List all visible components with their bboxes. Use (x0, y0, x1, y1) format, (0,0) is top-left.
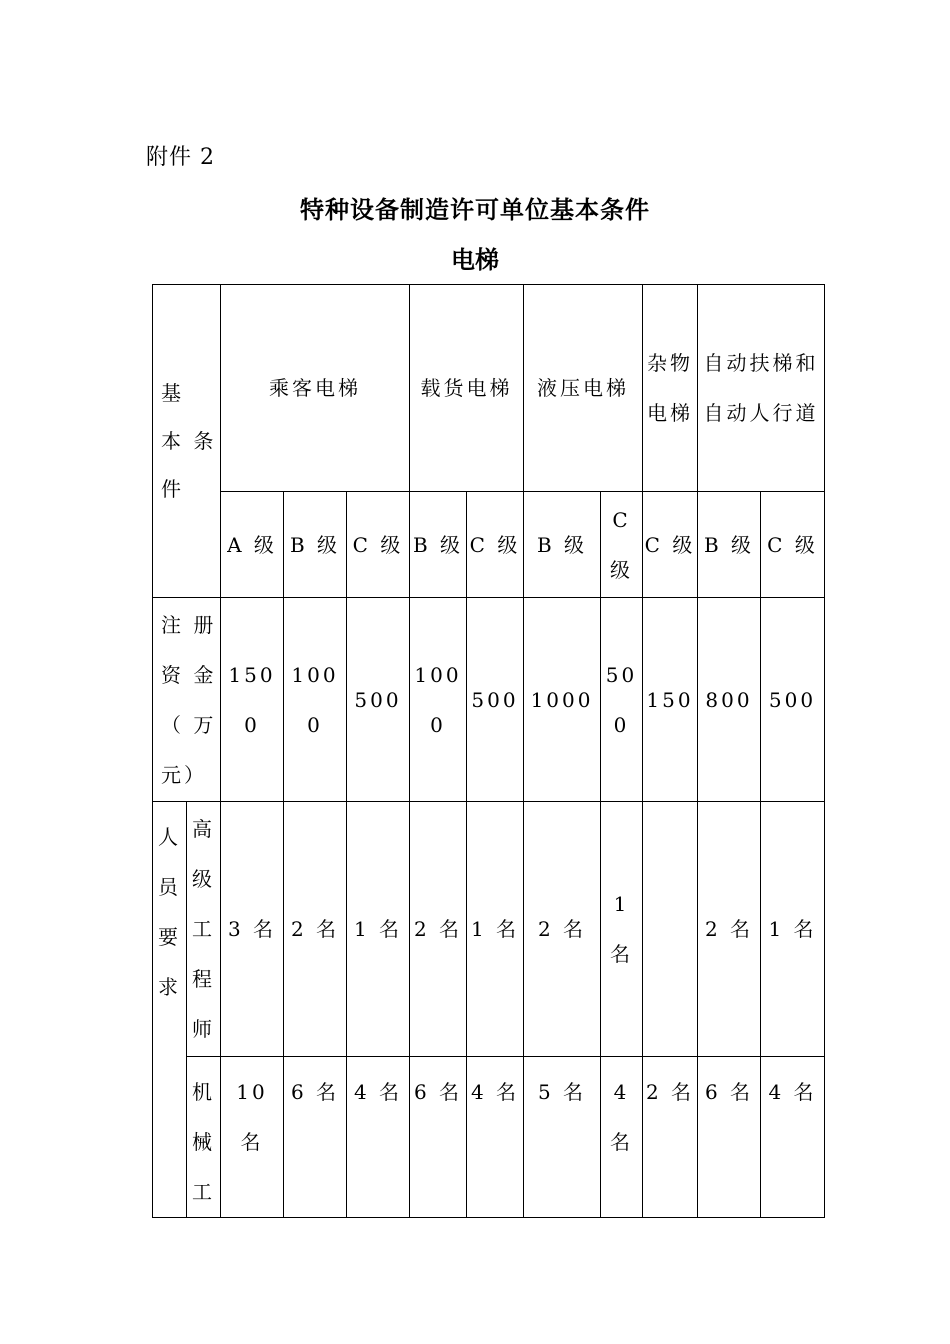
mechanic-cell: 6 名 (410, 1057, 467, 1218)
category-escalator: 自动扶梯和自动人行道 (698, 285, 825, 492)
grade-cell: C 级 (467, 492, 524, 598)
personnel-label: 人 员 要 求 (153, 802, 187, 1218)
capital-cell: 500 (761, 598, 825, 802)
mechanic-cell: 6 名 (284, 1057, 347, 1218)
senior-engineer-cell: 2 名 (524, 802, 601, 1057)
senior-engineer-cell: 2 名 (698, 802, 761, 1057)
senior-engineer-cell (643, 802, 698, 1057)
mechanic-cell: 6 名 (698, 1057, 761, 1218)
capital-cell: 500 (601, 598, 643, 802)
corner-header (153, 285, 221, 598)
senior-engineer-cell: 1 名 (347, 802, 410, 1057)
corner-line: 件 (161, 477, 184, 501)
category-freight: 载货电梯 (410, 285, 524, 492)
corner-line: 基 (161, 381, 184, 405)
mechanic-cell: 5 名 (524, 1057, 601, 1218)
senior-engineer-cell: 1 名 (761, 802, 825, 1057)
capital-cell: 1000 (524, 598, 601, 802)
corner-line: 本 条 (161, 429, 217, 453)
capital-cell: 1000 (284, 598, 347, 802)
grade-cell: C 级 (347, 492, 410, 598)
capital-cell: 150 (643, 598, 698, 802)
capital-cell: 800 (698, 598, 761, 802)
senior-engineer-cell: 2 名 (410, 802, 467, 1057)
grade-cell: B 级 (524, 492, 601, 598)
senior-engineer-cell: 1 名 (467, 802, 524, 1057)
category-hydraulic: 液压电梯 (524, 285, 643, 492)
capital-cell: 1000 (410, 598, 467, 802)
capital-cell: 1500 (221, 598, 284, 802)
page-subtitle: 电梯 (451, 245, 499, 274)
category-passenger: 乘客电梯 (221, 285, 410, 492)
capital-cell: 500 (467, 598, 524, 802)
capital-label: 注 册 资 金 （ 万 元） (153, 598, 221, 802)
senior-engineer-cell: 2 名 (284, 802, 347, 1057)
senior-engineer-cell: 3 名 (221, 802, 284, 1057)
grade-cell: C 级 (601, 492, 643, 598)
grade-cell: A 级 (221, 492, 284, 598)
mechanic-cell: 10 名 (221, 1057, 284, 1218)
grade-cell: B 级 (284, 492, 347, 598)
category-dumbwaiter: 杂物电梯 (643, 285, 698, 492)
grade-cell: B 级 (698, 492, 761, 598)
mechanic-label: 机械工 (187, 1057, 221, 1218)
mechanic-cell: 2 名 (643, 1057, 698, 1218)
mechanic-cell: 4 名 (761, 1057, 825, 1218)
grade-cell: C 级 (761, 492, 825, 598)
grade-cell: C 级 (643, 492, 698, 598)
mechanic-cell: 4 名 (347, 1057, 410, 1218)
annex-label: 附件 2 (146, 145, 215, 170)
mechanic-cell: 4 名 (467, 1057, 524, 1218)
mechanic-cell: 4 名 (601, 1057, 643, 1218)
senior-engineer-label: 高级工程师 (187, 802, 221, 1057)
requirements-table (152, 284, 825, 1218)
page-title: 特种设备制造许可单位基本条件 (300, 195, 650, 224)
senior-engineer-cell: 1 名 (601, 802, 643, 1057)
grade-cell: B 级 (410, 492, 467, 598)
capital-cell: 500 (347, 598, 410, 802)
